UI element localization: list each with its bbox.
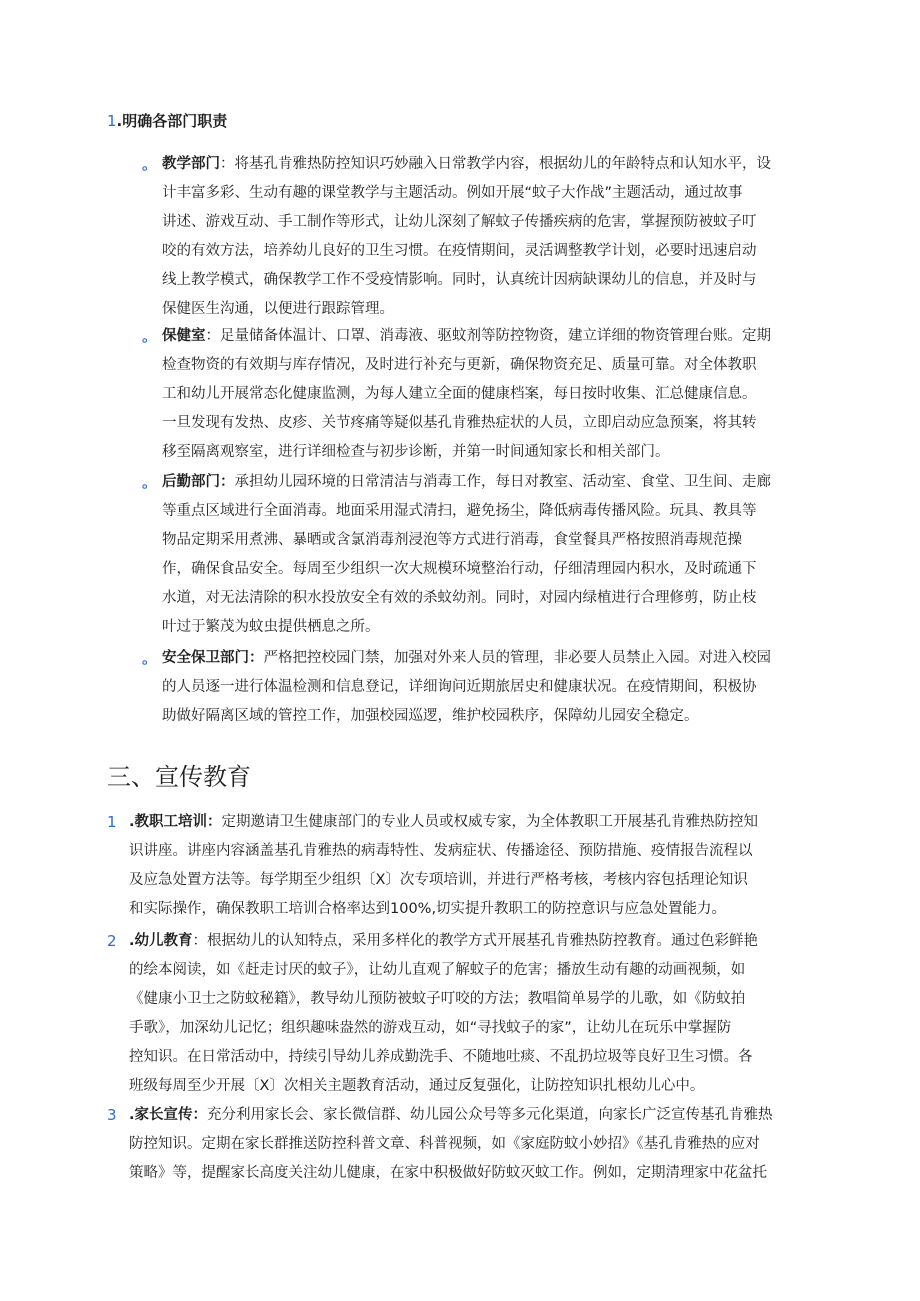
heading-department-duties — [107, 110, 227, 131]
text-line: 工和幼儿开展常态化健康监测，为每人建立全面的健康档案，每日按时收集、汇总健康信息。 — [162, 386, 757, 402]
text-line: 策略》等，提醒家长高度关注幼儿健康，在家中积极做好防蚊灭蚊工作。例如，定期清理家中花盆托 — [129, 1165, 767, 1181]
item-number: 1 — [107, 813, 117, 831]
text-line: 及应急处置方法等。每学期至少组织〔X〕次专项培训，并进行严格考核，考核内容包括理论知识 — [129, 872, 748, 888]
heading-number: 1 — [107, 112, 117, 130]
dept-teaching — [142, 150, 812, 324]
section-title: 三、宣传教育 — [107, 763, 251, 791]
text-line: 咬的有效方法，培养幼儿良好的卫生习惯。在疫情期间，灵活调整教学计划，必要时迅速启动 — [162, 243, 757, 259]
item-number: 3 — [107, 1106, 117, 1124]
text-line: 定期邀请卫生健康部门的专业人员或权威专家，为全体教职工开展基孔肯雅热防控知 — [221, 814, 759, 830]
bullet-mark: 。 — [142, 649, 158, 667]
dept-health-room — [142, 322, 812, 467]
item-label: .教职工培训： — [129, 814, 222, 830]
item-staff-training — [107, 808, 809, 924]
text-line: 控知识。在日常活动中，持续引导幼儿养成勤洗手、不随地吐痰、不乱扔垃圾等良好卫生习惯。各 — [129, 1049, 753, 1065]
text-line: 助做好隔离区域的管控工作，加强校园巡逻，维护校园秩序，保障幼儿园安全稳定。 — [162, 708, 699, 724]
item-number: 2 — [107, 932, 117, 950]
text-line: ：足量储备体温计、口罩、消毒液、驱蚊剂等防控物资，建立详细的物资管理台账。定期 — [205, 328, 771, 344]
item-label: .幼儿教育 — [129, 933, 193, 949]
text-line: 《健康小卫士之防蚊秘籍》，教导幼儿预防被蚊子叮咬的方法；教唱简单易学的儿歌，如《防蚊拍 — [129, 991, 746, 1007]
dept-label: 教学部门 — [162, 156, 220, 172]
dept-label: 保健室 — [162, 328, 206, 344]
item-child-education — [107, 927, 809, 1101]
text-line: 识讲座。讲座内容涵盖基孔肯雅热的病毒特性、发病症状、传播途径、预防措施、疫情报告流程以 — [129, 843, 753, 859]
text-line: 叶过于繁茂为蚊虫提供栖息之所。 — [162, 619, 380, 635]
dept-logistics — [142, 468, 812, 642]
dept-label: 安全保卫部门： — [162, 650, 264, 666]
text-line: 保健医生沟通，以便进行跟踪管理。 — [162, 301, 394, 317]
text-line: ：将基孔肯雅热防控知识巧妙融入日常教学内容，根据幼儿的年龄特点和认知水平，设 — [220, 156, 771, 172]
text-line: 手歌》，加深幼儿记忆；组织趣味盎然的游戏互动，如“寻找蚊子的家”，让幼儿在玩乐中掌握防 — [129, 1020, 732, 1036]
dept-security — [142, 644, 812, 731]
text-line: 作，确保食品安全。每周至少组织一次大规模环境整治行动，仔细清理园内积水，及时疏通下 — [162, 561, 757, 577]
dept-label: 后勤部门： — [162, 474, 235, 490]
text-line: 计丰富多彩、生动有趣的课堂教学与主题活动。例如开展“蚊子大作战”主题活动，通过故事 — [162, 185, 743, 201]
text-line: 充分利用家长会、家长微信群、幼儿园公众号等多元化渠道，向家长广泛宣传基孔肯雅热 — [207, 1107, 773, 1123]
text-line: 等重点区域进行全面消毒。地面采用湿式清扫，避免扬尘，降低病毒传播风险。玩具、教具等 — [162, 503, 757, 519]
item-parent-outreach — [107, 1101, 809, 1188]
text-line: 防控知识。定期在家长群推送防控科普文章、科普视频，如《家庭防蚊小妙招》《基孔肯雅热的应对 — [129, 1136, 760, 1152]
text-line: 水道，对无法清除的积水投放安全有效的杀蚊幼剂。同时，对园内绿植进行合理修剪，防止枝 — [162, 590, 757, 606]
text-line: 和实际操作，确保教职工培训合格率达到100%,切实提升教职工的防控意识与应急处置能力。 — [129, 901, 727, 917]
text-line: 物品定期采用煮沸、暴晒或含氯消毒剂浸泡等方式进行消毒，食堂餐具严格按照消毒规范操 — [162, 532, 742, 548]
text-line: 的绘本阅读，如《赶走讨厌的蚊子》，让幼儿直观了解蚊子的危害；播放生动有趣的动画视频，如 — [129, 962, 746, 978]
item-label: .家长宣传： — [129, 1107, 208, 1123]
heading-text: .明确各部门职责 — [116, 112, 228, 130]
bullet-mark: 。 — [142, 473, 158, 491]
text-line: ：根据幼儿的认知特点，采用多样化的教学方式开展基孔肯雅热防控教育。通过色彩鲜艳 — [192, 933, 759, 949]
text-line: 检查物资的有效期与库存情况，及时进行补充与更新，确保物资充足、质量可靠。对全体教职 — [162, 357, 757, 373]
text-line: 讲述、游戏互动、手工制作等形式，让幼儿深刻了解蚊子传播疾病的危害，掌握预防被蚊子叮 — [162, 214, 757, 230]
text-line: 的人员逐一进行体温检测和信息登记，详细询问近期旅居史和健康状况。在疫情期间，积极协 — [162, 679, 757, 695]
text-line: 一旦发现有发热、皮疹、关节疼痛等疑似基孔肯雅热症状的人员，立即启动应急预案，将其转 — [162, 415, 757, 431]
text-line: 线上教学模式，确保教学工作不受疫情影响。同时，认真统计因病缺课幼儿的信息，并及时与 — [162, 272, 757, 288]
text-line: 承担幼儿园环境的日常清洁与消毒工作，每日对教室、活动室、食堂、卫生间、走廊 — [234, 474, 771, 490]
bullet-mark: 。 — [142, 155, 158, 173]
text-line: 班级每周至少开展〔X〕次相关主题教育活动，通过反复强化，让防控知识扎根幼儿心中。 — [129, 1078, 705, 1094]
bullet-mark: 。 — [142, 327, 158, 345]
text-line: 移至隔离观察室，进行详细检查与初步诊断，并第一时间通知家长和相关部门。 — [162, 444, 670, 460]
text-line: 严格把控校园门禁，加强对外来人员的管理，非必要人员禁止入园。对进入校园 — [263, 650, 771, 666]
